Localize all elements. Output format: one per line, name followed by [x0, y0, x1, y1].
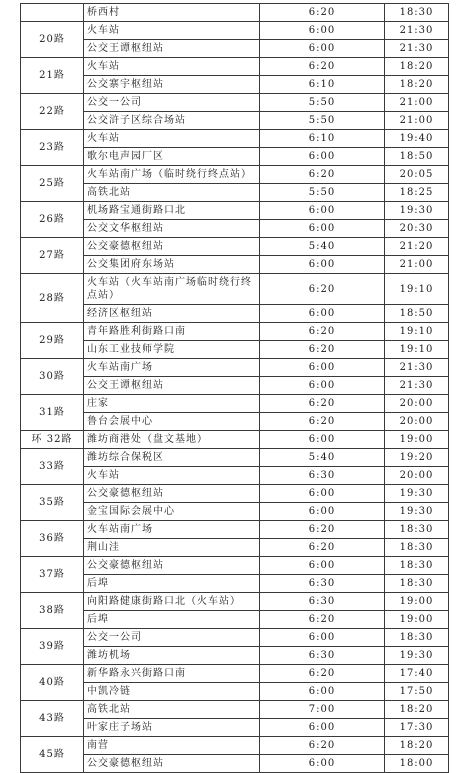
last-bus-time: 18:25: [385, 184, 449, 202]
first-bus-time: 7:00: [260, 701, 385, 719]
terminal-stop: 公交一公司: [84, 629, 260, 647]
last-bus-time: 19:10: [385, 341, 449, 359]
first-bus-time: 6:00: [260, 485, 385, 503]
last-bus-time: 19:30: [385, 485, 449, 503]
route-number: 环 32路: [21, 431, 84, 449]
terminal-stop: 公交王谭枢纽站: [84, 377, 260, 395]
first-bus-time: 6:30: [260, 575, 385, 593]
table-row: [21, 521, 449, 539]
terminal-stop: 南营: [84, 737, 260, 755]
terminal-stop: 火车站: [84, 467, 260, 485]
route-number: 31路: [21, 395, 84, 431]
last-bus-time: 18:30: [385, 557, 449, 575]
first-bus-time: 6:00: [260, 305, 385, 323]
table-row: [21, 539, 449, 557]
table-row: [21, 593, 449, 611]
table-row: [21, 112, 449, 130]
table-row: [21, 76, 449, 94]
terminal-stop: 公交集团府东场站: [84, 256, 260, 274]
route-number: 27路: [21, 238, 84, 274]
terminal-stop: 潍坊商港处（盘文基地）: [84, 431, 260, 449]
first-bus-time: 6:10: [260, 130, 385, 148]
table-row: [21, 238, 449, 256]
first-bus-time: 5:40: [260, 449, 385, 467]
terminal-stop: 公交一公司: [84, 94, 260, 112]
table-row: [21, 40, 449, 58]
last-bus-time: 20:05: [385, 166, 449, 184]
terminal-stop: 歌尔电声园厂区: [84, 148, 260, 166]
table-row: [21, 148, 449, 166]
last-bus-time: 21:30: [385, 377, 449, 395]
last-bus-time: 20:00: [385, 413, 449, 431]
last-bus-time: 18:30: [385, 521, 449, 539]
table-row: [21, 485, 449, 503]
table-row: [21, 202, 449, 220]
first-bus-time: 5:50: [260, 94, 385, 112]
first-bus-time: 6:30: [260, 467, 385, 485]
first-bus-time: 6:00: [260, 431, 385, 449]
last-bus-time: 19:00: [385, 431, 449, 449]
table-row: [21, 629, 449, 647]
last-bus-time: 18:20: [385, 737, 449, 755]
route-number: 40路: [21, 665, 84, 701]
last-bus-time: 19:10: [385, 274, 449, 305]
last-bus-time: 20:30: [385, 220, 449, 238]
table-row: [21, 58, 449, 76]
terminal-stop: 青年路胜利街路口南: [84, 323, 260, 341]
table-row: [21, 611, 449, 629]
terminal-stop: 公交豪德枢纽站: [84, 485, 260, 503]
bus-schedule-table: [20, 3, 449, 773]
first-bus-time: 5:40: [260, 238, 385, 256]
last-bus-time: 18:20: [385, 701, 449, 719]
terminal-stop: 高铁北站: [84, 701, 260, 719]
terminal-stop: 火车站（火车站南广场临时绕行终点站）: [84, 274, 260, 305]
first-bus-time: 5:50: [260, 184, 385, 202]
terminal-stop: 潍坊机场: [84, 647, 260, 665]
route-number: 28路: [21, 274, 84, 323]
table-row: [21, 377, 449, 395]
last-bus-time: 18:20: [385, 58, 449, 76]
terminal-stop: 潍坊综合保税区: [84, 449, 260, 467]
route-number: 25路: [21, 166, 84, 202]
first-bus-time: 6:20: [260, 323, 385, 341]
first-bus-time: 6:00: [260, 557, 385, 575]
last-bus-time: 19:10: [385, 323, 449, 341]
terminal-stop: 火车站南广场: [84, 359, 260, 377]
route-number: 37路: [21, 557, 84, 593]
terminal-stop: 公交文华枢纽站: [84, 220, 260, 238]
table-row: [21, 737, 449, 755]
terminal-stop: 金宝国际会展中心: [84, 503, 260, 521]
table-row: [21, 184, 449, 202]
schedule-body: [21, 4, 449, 773]
terminal-stop: 火车站: [84, 22, 260, 40]
terminal-stop: 公交豪德枢纽站: [84, 557, 260, 575]
terminal-stop: 经济区枢纽站: [84, 305, 260, 323]
terminal-stop: 公交王谭枢纽站: [84, 40, 260, 58]
last-bus-time: 19:30: [385, 202, 449, 220]
first-bus-time: 6:00: [260, 359, 385, 377]
terminal-stop: 火车站: [84, 130, 260, 148]
last-bus-time: 17:40: [385, 665, 449, 683]
table-row: [21, 719, 449, 737]
first-bus-time: 6:20: [260, 58, 385, 76]
last-bus-time: 18:00: [385, 755, 449, 773]
route-number: 36路: [21, 521, 84, 557]
terminal-stop: 公交豪德枢纽站: [84, 238, 260, 256]
last-bus-time: 19:00: [385, 593, 449, 611]
last-bus-time: 18:20: [385, 76, 449, 94]
table-row: [21, 341, 449, 359]
first-bus-time: 6:20: [260, 413, 385, 431]
first-bus-time: 6:00: [260, 148, 385, 166]
last-bus-time: 20:00: [385, 467, 449, 485]
route-number: 22路: [21, 94, 84, 130]
route-number: 20路: [21, 22, 84, 58]
last-bus-time: 21:00: [385, 94, 449, 112]
route-number: 33路: [21, 449, 84, 485]
last-bus-time: 17:30: [385, 719, 449, 737]
route-number: 38路: [21, 593, 84, 629]
last-bus-time: 19:40: [385, 130, 449, 148]
terminal-stop: 公交浒子区综合场站: [84, 112, 260, 130]
terminal-stop: 新华路永兴街路口南: [84, 665, 260, 683]
table-row: [21, 431, 449, 449]
last-bus-time: 18:50: [385, 148, 449, 166]
first-bus-time: 6:20: [260, 521, 385, 539]
terminal-stop: 后埠: [84, 611, 260, 629]
table-row: [21, 647, 449, 665]
table-row: [21, 256, 449, 274]
route-number: 43路: [21, 701, 84, 737]
first-bus-time: 6:00: [260, 256, 385, 274]
terminal-stop: 叶家庄子场站: [84, 719, 260, 737]
first-bus-time: 6:20: [260, 166, 385, 184]
first-bus-time: 6:20: [260, 539, 385, 557]
first-bus-time: 6:00: [260, 202, 385, 220]
terminal-stop: 荆山洼: [84, 539, 260, 557]
route-number: 29路: [21, 323, 84, 359]
table-row: [21, 557, 449, 575]
terminal-stop: 高铁北站: [84, 184, 260, 202]
first-bus-time: 6:20: [260, 395, 385, 413]
first-bus-time: 6:00: [260, 22, 385, 40]
last-bus-time: 18:30: [385, 629, 449, 647]
terminal-stop: 山东工业技师学院: [84, 341, 260, 359]
table-row: [21, 4, 449, 22]
first-bus-time: 6:20: [260, 4, 385, 22]
table-row: [21, 166, 449, 184]
last-bus-time: 19:30: [385, 503, 449, 521]
route-number: 30路: [21, 359, 84, 395]
first-bus-time: 6:00: [260, 683, 385, 701]
last-bus-time: 19:30: [385, 647, 449, 665]
route-number: 35路: [21, 485, 84, 521]
terminal-stop: 桥西村: [84, 4, 260, 22]
table-row: [21, 22, 449, 40]
terminal-stop: 公交寨宇枢纽站: [84, 76, 260, 94]
last-bus-time: 20:00: [385, 395, 449, 413]
terminal-stop: 火车站南广场: [84, 521, 260, 539]
route-number: 23路: [21, 130, 84, 166]
first-bus-time: 6:00: [260, 629, 385, 647]
terminal-stop: 机场路宝通街路口北: [84, 202, 260, 220]
last-bus-time: 21:30: [385, 22, 449, 40]
first-bus-time: 6:20: [260, 737, 385, 755]
last-bus-time: 18:30: [385, 4, 449, 22]
route-number: 45路: [21, 737, 84, 773]
last-bus-time: 17:50: [385, 683, 449, 701]
last-bus-time: 21:30: [385, 359, 449, 377]
table-row: [21, 220, 449, 238]
route-number: [21, 4, 84, 22]
last-bus-time: 19:00: [385, 611, 449, 629]
first-bus-time: 6:20: [260, 665, 385, 683]
last-bus-time: 18:30: [385, 539, 449, 557]
route-number: 39路: [21, 629, 84, 665]
last-bus-time: 21:20: [385, 238, 449, 256]
first-bus-time: 6:00: [260, 503, 385, 521]
terminal-stop: 公交豪德枢纽站: [84, 755, 260, 773]
last-bus-time: 21:00: [385, 112, 449, 130]
table-row: [21, 274, 449, 305]
first-bus-time: 6:30: [260, 647, 385, 665]
table-row: [21, 413, 449, 431]
first-bus-time: 6:00: [260, 40, 385, 58]
table-row: [21, 130, 449, 148]
terminal-stop: 鲁台会展中心: [84, 413, 260, 431]
first-bus-time: 5:50: [260, 112, 385, 130]
table-row: [21, 503, 449, 521]
first-bus-time: 6:00: [260, 755, 385, 773]
table-row: [21, 94, 449, 112]
table-row: [21, 665, 449, 683]
first-bus-time: 6:00: [260, 377, 385, 395]
table-row: [21, 701, 449, 719]
route-number: 26路: [21, 202, 84, 238]
first-bus-time: 6:10: [260, 76, 385, 94]
terminal-stop: 庄家: [84, 395, 260, 413]
table-row: [21, 467, 449, 485]
terminal-stop: 后埠: [84, 575, 260, 593]
table-row: [21, 575, 449, 593]
table-row: [21, 395, 449, 413]
table-row: [21, 359, 449, 377]
table-row: [21, 323, 449, 341]
first-bus-time: 6:20: [260, 611, 385, 629]
first-bus-time: 6:20: [260, 341, 385, 359]
terminal-stop: 向阳路健康街路口北（火车站）: [84, 593, 260, 611]
last-bus-time: 18:50: [385, 305, 449, 323]
first-bus-time: 6:00: [260, 719, 385, 737]
last-bus-time: 18:30: [385, 575, 449, 593]
table-row: [21, 305, 449, 323]
first-bus-time: 6:00: [260, 220, 385, 238]
terminal-stop: 中凯冷链: [84, 683, 260, 701]
table-row: [21, 683, 449, 701]
terminal-stop: 火车站南广场（临时绕行终点站）: [84, 166, 260, 184]
first-bus-time: 6:30: [260, 593, 385, 611]
route-number: 21路: [21, 58, 84, 94]
first-bus-time: 6:20: [260, 274, 385, 305]
terminal-stop: 火车站: [84, 58, 260, 76]
table-row: [21, 449, 449, 467]
last-bus-time: 21:00: [385, 256, 449, 274]
last-bus-time: 21:30: [385, 40, 449, 58]
last-bus-time: 19:20: [385, 449, 449, 467]
